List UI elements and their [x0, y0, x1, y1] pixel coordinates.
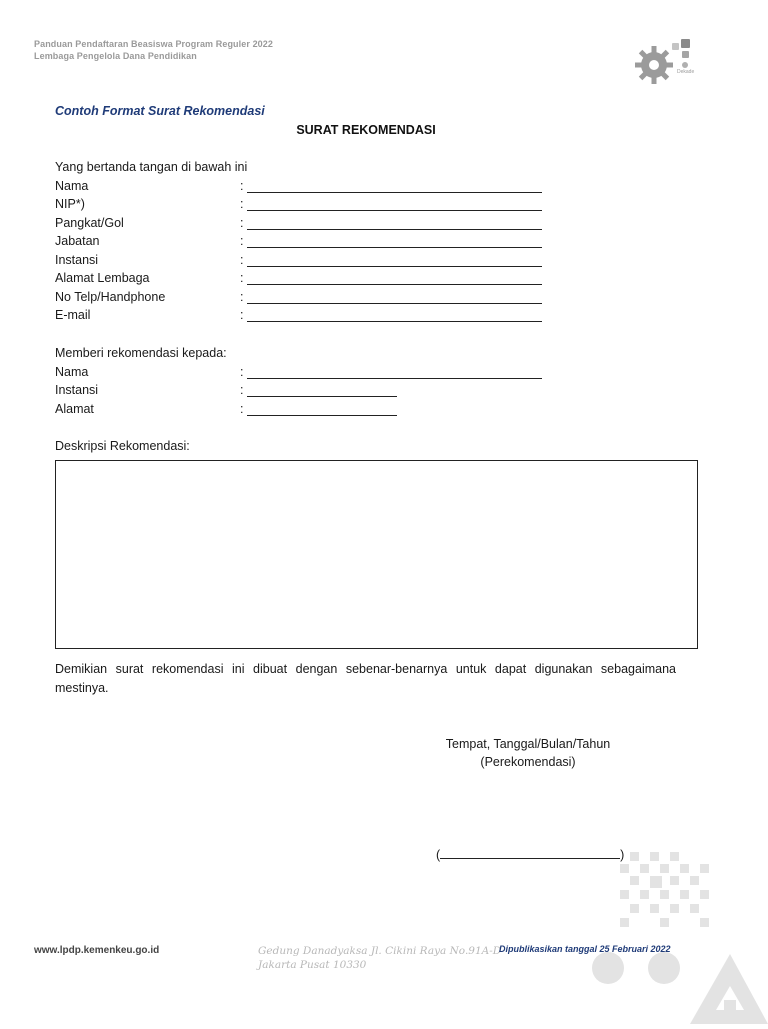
fill-in-line	[247, 415, 397, 416]
field-colon: :	[240, 216, 244, 230]
fill-in-line	[247, 284, 542, 285]
fill-in-line	[247, 396, 397, 397]
header-institution: Lembaga Pengelola Dana Pendidikan	[34, 51, 197, 61]
fill-in-line	[247, 303, 542, 304]
field-colon: :	[240, 271, 244, 285]
letter-title: SURAT REKOMENDASI	[296, 123, 436, 137]
footer-website: www.lpdp.kemenkeu.go.id	[34, 945, 160, 956]
closing-statement: Demikian surat rekomendasi ini dibuat dengan sebenar-benarnya untuk dapat digunakan sebagaimana mestinya.	[55, 662, 676, 695]
fill-in-line	[247, 192, 542, 193]
field-label: NIP*)	[55, 197, 85, 211]
signature-place-date: Tempat, Tanggal/Bulan/Tahun	[445, 737, 611, 751]
footer-address-line1: Gedung Danadyaksa Jl. Cikini Raya No.91A-D	[258, 945, 502, 957]
recipient-intro: Memberi rekomendasi kepada:	[55, 346, 227, 360]
fill-in-line	[247, 321, 542, 322]
field-colon: :	[240, 402, 244, 416]
field-label: Instansi	[55, 383, 99, 397]
decorative-corner-pattern	[590, 850, 768, 1024]
description-label: Deskripsi Rekomendasi:	[55, 439, 190, 453]
footer-address	[258, 944, 501, 972]
signature-open-paren: (	[436, 848, 441, 862]
fill-in-line	[247, 378, 542, 379]
footer-published-date: Dipublikasikan tanggal 25 Februari 2022	[499, 944, 671, 954]
field-label: Nama	[55, 365, 89, 379]
field-label: Pangkat/Gol	[55, 216, 124, 230]
document-format-label: Contoh Format Surat Rekomendasi	[55, 104, 265, 118]
field-label: Alamat	[55, 402, 94, 416]
fill-in-line	[247, 247, 542, 248]
field-colon: :	[240, 179, 244, 193]
signature-close-paren: )	[620, 848, 625, 862]
field-label: E-mail	[55, 308, 91, 322]
field-colon: :	[240, 308, 244, 322]
field-colon: :	[240, 197, 244, 211]
fill-in-line	[247, 266, 542, 267]
description-box	[55, 460, 698, 649]
fill-in-line	[247, 210, 542, 211]
footer-address-line2: Jakarta Pusat 10330	[258, 959, 367, 971]
header-guide-title: Panduan Pendaftaran Beasiswa Program Reguler 2022	[34, 39, 273, 49]
field-colon: :	[240, 253, 244, 267]
field-colon: :	[240, 234, 244, 248]
field-colon: :	[240, 290, 244, 304]
field-colon: :	[240, 383, 244, 397]
field-label: Nama	[55, 179, 89, 193]
fill-in-line	[247, 229, 542, 230]
lpdp-dekade-logo	[634, 38, 696, 86]
field-label: Jabatan	[55, 234, 100, 248]
field-label: No Telp/Handphone	[55, 290, 166, 304]
field-colon: :	[240, 365, 244, 379]
field-label: Alamat Lembaga	[55, 271, 150, 285]
field-label: Instansi	[55, 253, 99, 267]
recommender-intro: Yang bertanda tangan di bawah ini	[55, 160, 248, 174]
logo-caption: Dekade	[677, 69, 695, 75]
signature-role: (Perekomendasi)	[480, 755, 576, 769]
